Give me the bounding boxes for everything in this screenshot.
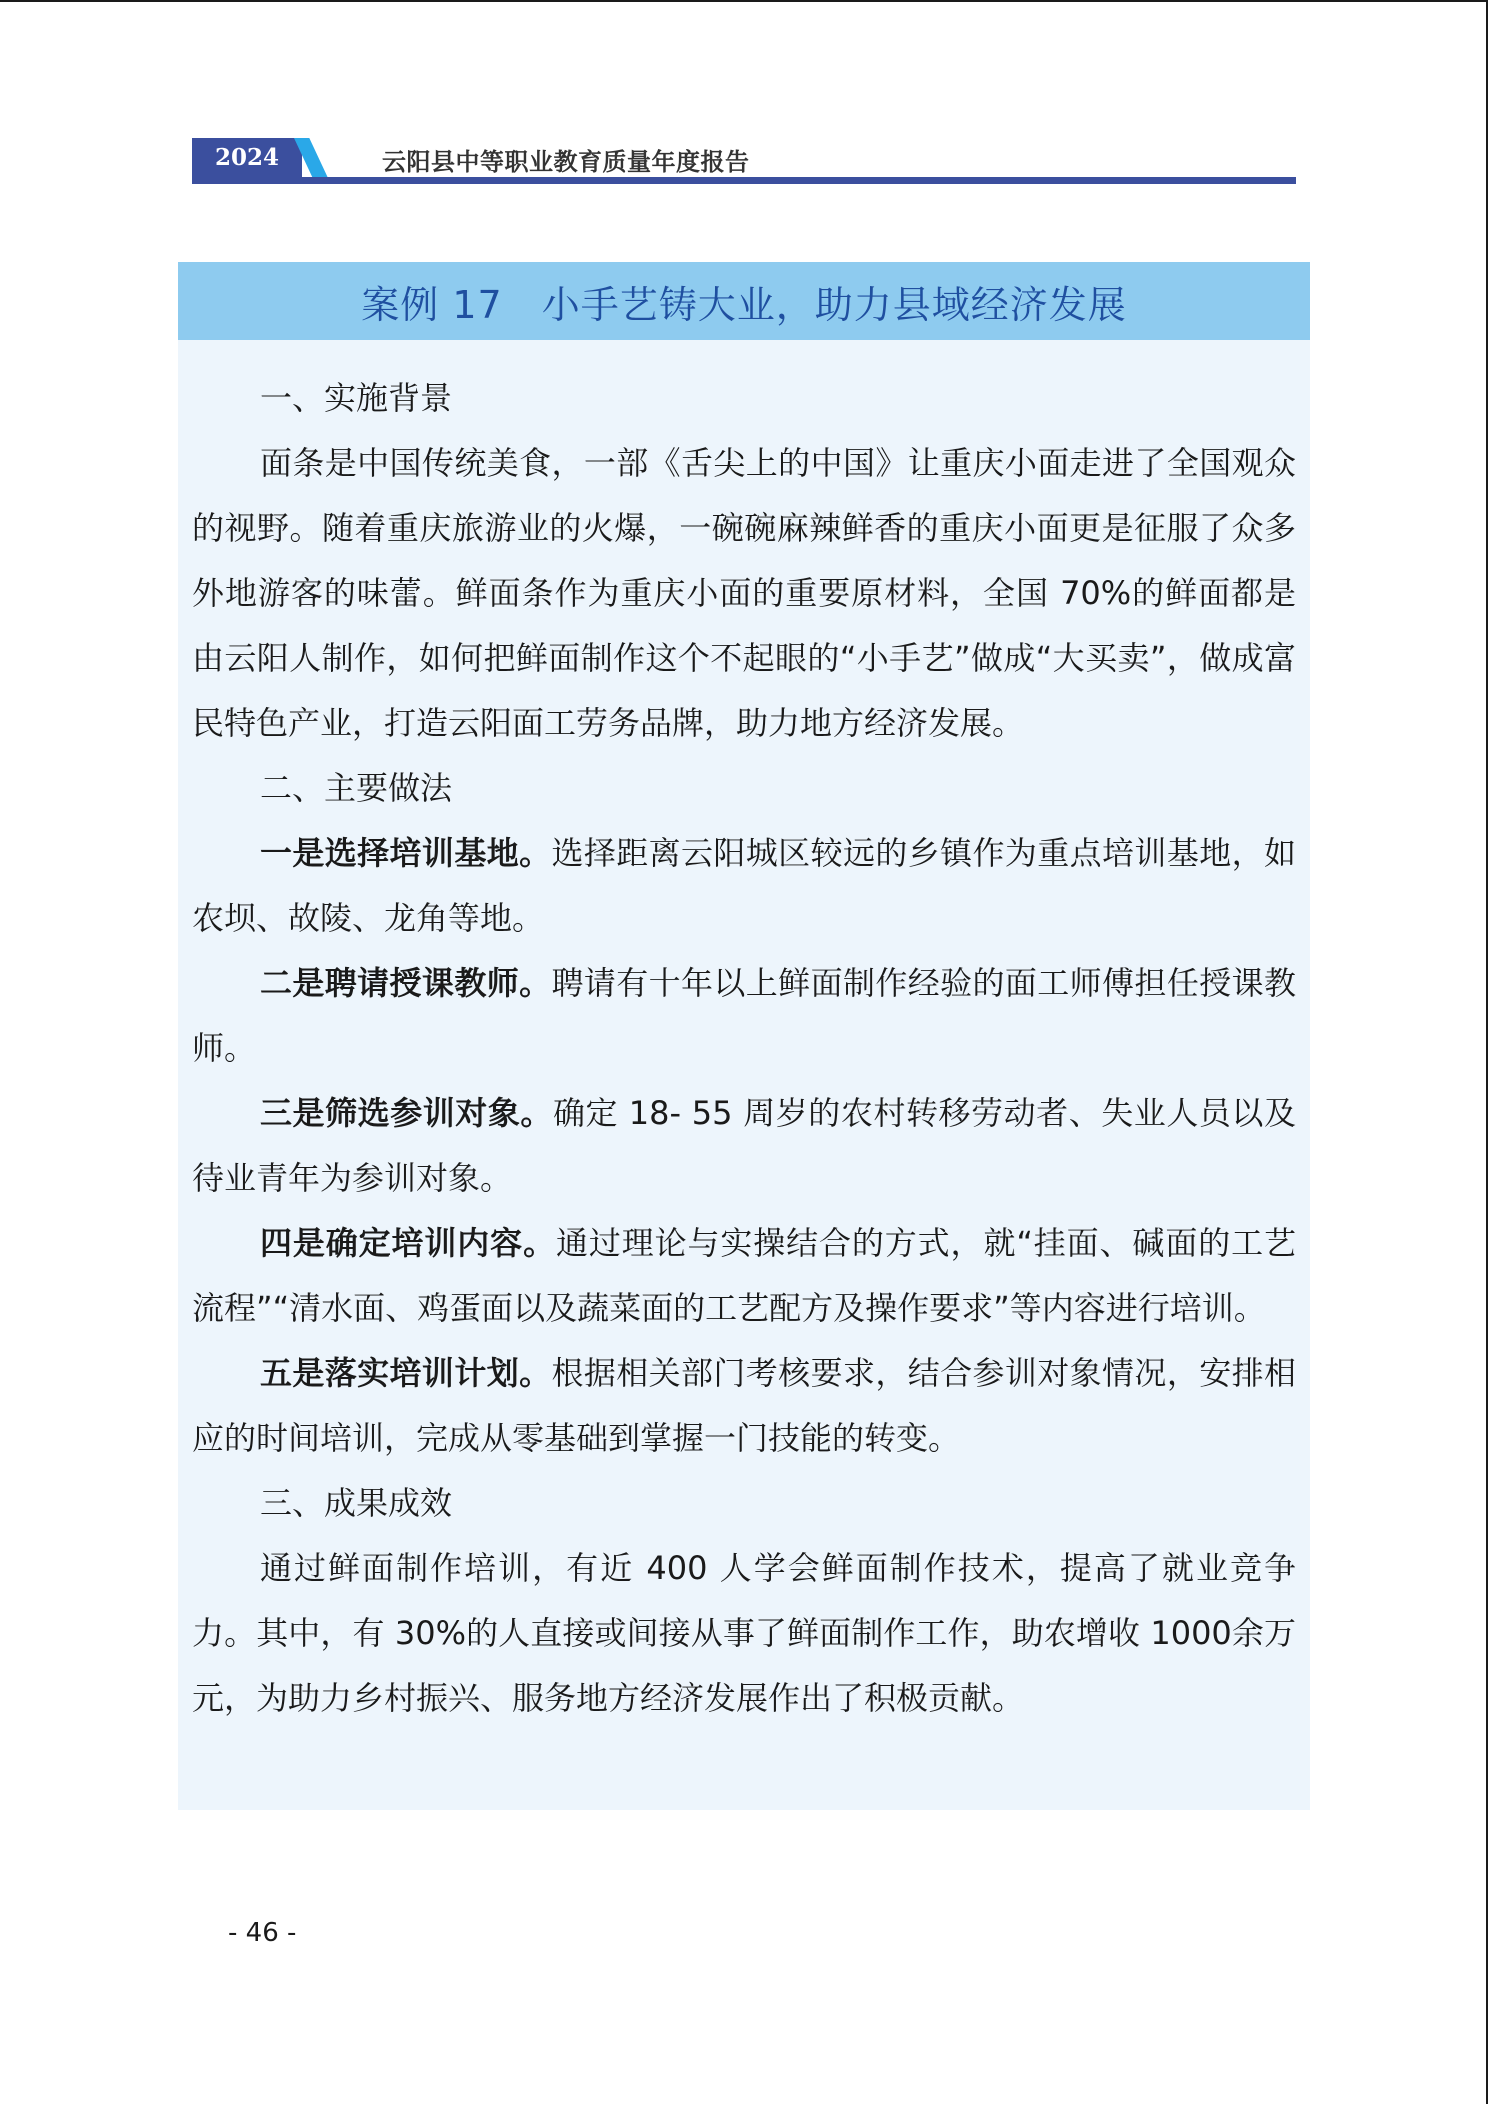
page-number: - 46 -	[228, 1918, 297, 1948]
paragraph: 一是选择培训基地。选择距离云阳城区较远的乡镇作为重点培训基地，如农坝、故陵、龙角等地。	[192, 834, 1296, 937]
case-body	[192, 366, 1296, 1731]
page-header	[192, 138, 1296, 186]
year-badge: 2024	[192, 138, 302, 178]
section-heading: 二、主要做法	[260, 769, 453, 807]
paragraph-lead: 二是聘请授课教师。	[260, 964, 552, 1002]
paragraph: 五是落实培训计划。根据相关部门考核要求，结合参训对象情况，安排相应的时间培训，完成从零基础到掌握一门技能的转变。	[192, 1354, 1296, 1457]
paragraph: 四是确定培训内容。通过理论与实操结合的方式，就“挂面、碱面的工艺流程”“清水面、鸡蛋面以及蔬菜面的工艺配方及操作要求”等内容进行培训。	[192, 1224, 1296, 1327]
paragraph-lead: 三是筛选参训对象。	[260, 1094, 553, 1132]
case-box	[178, 262, 1310, 1810]
section-heading: 三、成果成效	[260, 1484, 453, 1522]
page-border-top	[0, 0, 1488, 2]
report-title: 云阳县中等职业教育质量年度报告	[382, 147, 750, 176]
paragraph: 三是筛选参训对象。确定 18- 55 周岁的农村转移劳动者、失业人员以及待业青年为参训对象。	[192, 1094, 1296, 1197]
section-heading: 一、实施背景	[260, 379, 453, 417]
paragraph-lead: 五是落实培训计划。	[260, 1354, 552, 1392]
paragraph-lead: 一是选择培训基地。	[260, 834, 552, 872]
case-title: 案例 17 小手艺铸大业，助力县域经济发展	[361, 282, 1127, 327]
paragraph: 通过鲜面制作培训，有近 400 人学会鲜面制作技术，提高了就业竞争力。其中，有 30%的人直接或间接从事了鲜面制作工作，助农增收 1000余万元，为助力乡村振兴、服务地方经济发展作出了积极贡献。	[192, 1549, 1296, 1717]
header-rule	[192, 177, 1296, 184]
paragraph-lead: 四是确定培训内容。	[260, 1224, 556, 1262]
paragraph: 二是聘请授课教师。聘请有十年以上鲜面制作经验的面工师傅担任授课教师。	[192, 964, 1296, 1067]
paragraph: 面条是中国传统美食，一部《舌尖上的中国》让重庆小面走进了全国观众的视野。随着重庆旅游业的火爆，一碗碗麻辣鲜香的重庆小面更是征服了众多外地游客的味蕾。鲜面条作为重庆小面的重要原材料，全国 70%的鲜面都是由云阳人制作，如何把鲜面制作这个不起眼的“小手艺”做成“大买卖”，做成富民特色产业，打造云阳面工劳务品牌，助力地方经济发展。	[192, 444, 1296, 742]
case-title-bar	[178, 262, 1310, 340]
